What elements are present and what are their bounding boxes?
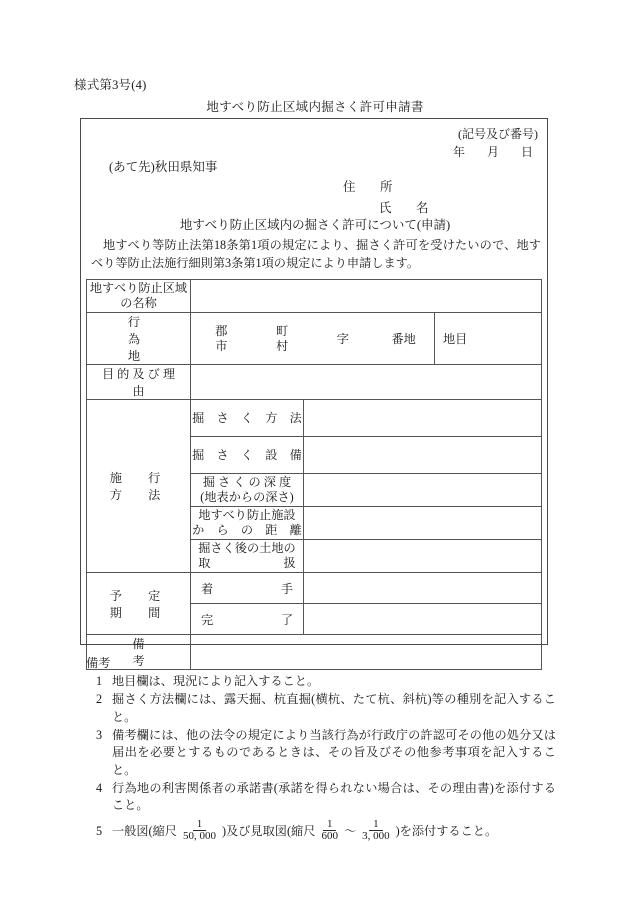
method-row-label-3 bbox=[191, 507, 304, 540]
method-row-value-1[interactable] bbox=[304, 437, 542, 474]
area-name-value[interactable] bbox=[191, 280, 542, 313]
period-start-right: 手 bbox=[280, 581, 293, 596]
scale-fraction-sketch-min bbox=[317, 819, 342, 843]
site-col-banchi[interactable]: 番地 bbox=[391, 332, 416, 346]
note-text: 掘さく方法欄には、露天掘、杭直掘(横杭、たて杭、斜杭)等の種別を記入すること。 bbox=[112, 692, 556, 724]
period-end-label-text bbox=[191, 611, 303, 628]
site-label bbox=[87, 313, 191, 365]
site-col-cho-label: 町 bbox=[276, 323, 289, 338]
land-category-cell[interactable] bbox=[435, 313, 542, 365]
site-label-inner: 行 為 地 bbox=[127, 315, 192, 363]
method-row-label-1-line1: 掘 さ く 設 備 bbox=[192, 447, 302, 462]
note-text-scale bbox=[112, 817, 556, 844]
method-row-label-4-line2: 取 扱 bbox=[198, 556, 296, 570]
applicant-address-label: 住 所 bbox=[343, 180, 399, 194]
table-row-method-1 bbox=[87, 400, 542, 437]
scale-fraction-general bbox=[179, 819, 220, 843]
period-row-label-end bbox=[191, 604, 304, 635]
period-start-left: 着 bbox=[201, 581, 214, 596]
period-label bbox=[87, 573, 191, 635]
method-row-label-0 bbox=[191, 400, 304, 437]
subject-line: 地すべり防止区域内の掘さく許可について(申請) bbox=[179, 218, 451, 232]
area-name-label-text: 地すべり防止区域の名称 bbox=[89, 281, 188, 310]
fraction-denominator: 50, 000 bbox=[183, 830, 216, 843]
fraction-numerator: 1 bbox=[193, 819, 207, 832]
method-row-value-3[interactable] bbox=[304, 507, 542, 540]
site-col-gun-shi[interactable] bbox=[191, 324, 252, 353]
note-number: 5 bbox=[95, 824, 103, 838]
period-row-label-start bbox=[191, 573, 304, 604]
site-col-aza[interactable]: 字 bbox=[336, 332, 349, 346]
date-month-label: 月 bbox=[487, 145, 500, 159]
period-start-label-text bbox=[191, 580, 303, 597]
note-text: 地目欄は、現況により記入すること。 bbox=[112, 674, 320, 688]
date-day-label: 日 bbox=[521, 145, 534, 159]
period-label-text bbox=[87, 587, 190, 621]
method-label bbox=[87, 400, 191, 573]
site-col-gun-label: 郡 bbox=[215, 323, 228, 338]
purpose-label bbox=[87, 365, 191, 400]
purpose-label-text: 目 的 及 び 理 由 bbox=[101, 367, 176, 398]
note-number: 3 bbox=[95, 727, 103, 742]
date-line bbox=[453, 143, 533, 160]
table-row-purpose bbox=[87, 365, 542, 400]
period-row-value-end[interactable] bbox=[304, 604, 542, 635]
method-row-value-0[interactable] bbox=[304, 400, 542, 437]
remarks-label-text: 備 考 bbox=[132, 637, 206, 668]
note-item bbox=[86, 691, 556, 726]
body-paragraph: 地すべり等防止法第18条第1項の規定により、掘さく許可を受けたいので、地すべり等防止法施行細則第3条第1項の規定により申請します。 bbox=[91, 238, 541, 270]
scale-mid: )及び見取図(縮尺 bbox=[222, 823, 316, 838]
note-item bbox=[86, 780, 556, 815]
method-row-label-4-line1: 掘さく後の土地の bbox=[198, 541, 296, 556]
scale-prefix: 一般図(縮尺 bbox=[112, 823, 177, 838]
scale-tilde: 〜 bbox=[343, 823, 357, 838]
note-item-scale bbox=[86, 817, 556, 844]
method-row-label-4-stack bbox=[191, 541, 303, 570]
period-row-value-start[interactable] bbox=[304, 573, 542, 604]
site-col-son-label: 村 bbox=[276, 338, 289, 353]
method-label-text bbox=[87, 469, 190, 503]
fraction-numerator: 1 bbox=[369, 819, 383, 832]
area-name-label bbox=[87, 280, 191, 313]
period-end-left: 完 bbox=[201, 612, 214, 627]
method-row-label-3-stack bbox=[191, 508, 303, 537]
method-row-label-2-line1: 掘 さ く の 深 度 bbox=[202, 475, 292, 490]
note-number: 1 bbox=[95, 674, 103, 688]
fraction-numerator: 1 bbox=[323, 819, 337, 832]
site-columns-table bbox=[191, 324, 434, 353]
fraction-denominator: 3, 000 bbox=[362, 830, 390, 843]
purpose-value[interactable] bbox=[191, 365, 542, 400]
scale-fraction-sketch-max bbox=[358, 819, 394, 843]
addressee-label: (あて先)秋田県知事 bbox=[109, 160, 218, 174]
table-row-area-name bbox=[87, 280, 542, 313]
method-row-label-1 bbox=[191, 437, 304, 474]
method-row-label-0-line1: 掘 さ く 方 法 bbox=[192, 410, 302, 425]
notes-title: 備考 bbox=[86, 656, 111, 670]
note-number: 2 bbox=[95, 692, 103, 707]
method-row-value-2[interactable] bbox=[304, 474, 542, 507]
table-row-site bbox=[87, 313, 542, 365]
method-label-inner: 施 行 方 法 bbox=[109, 471, 187, 502]
applicant-name-label: 氏 名 bbox=[379, 201, 435, 215]
site-col-cho-son[interactable] bbox=[252, 324, 313, 353]
scale-suffix: )を添付すること。 bbox=[395, 823, 498, 838]
site-label-text bbox=[87, 313, 190, 364]
application-form-box bbox=[80, 118, 548, 668]
period-label-inner: 予 定 期 間 bbox=[109, 588, 187, 620]
note-item bbox=[86, 727, 556, 779]
method-row-value-4[interactable] bbox=[304, 540, 542, 573]
method-row-label-3-line1: 地すべり防止施設 bbox=[198, 508, 296, 523]
record-number-label: (記号及び番号) bbox=[458, 127, 538, 141]
note-text: 備考欄には、他の法令の規定により当該行為が行政庁の許認可その他の処分又は届出を必要とするものであるときは、その旨及びその他参考事項を記入すること。 bbox=[112, 727, 556, 777]
form-number: 様式第3号(4) bbox=[74, 78, 147, 92]
notes-section bbox=[86, 654, 556, 845]
method-row-label-2 bbox=[191, 474, 304, 507]
applicant-block bbox=[343, 177, 435, 219]
document-title: 地すべり防止区域内掘さく許可申請書 bbox=[206, 100, 424, 114]
land-category-label: 地目 bbox=[443, 332, 468, 346]
method-row-label-4 bbox=[191, 540, 304, 573]
note-number: 4 bbox=[95, 780, 103, 795]
form-table bbox=[86, 279, 542, 670]
site-col-shi-label: 市 bbox=[215, 338, 228, 353]
note-item bbox=[86, 673, 556, 690]
site-columns-cell[interactable] bbox=[191, 313, 435, 365]
fraction-denominator: 600 bbox=[321, 830, 338, 843]
method-row-label-2-stack bbox=[191, 475, 303, 504]
method-row-label-2-line2: (地表からの深さ) bbox=[200, 490, 294, 504]
note-text: 行為地の利害関係者の承諾書(承諾を得られない場合は、その理由書)を添付すること。 bbox=[112, 780, 556, 813]
form-header-area bbox=[81, 119, 547, 279]
method-row-label-3-line2: か ら の 距 離 bbox=[192, 523, 302, 537]
period-end-right: 了 bbox=[280, 612, 293, 627]
date-year-label: 年 bbox=[453, 145, 466, 159]
table-row-period-start bbox=[87, 573, 542, 604]
